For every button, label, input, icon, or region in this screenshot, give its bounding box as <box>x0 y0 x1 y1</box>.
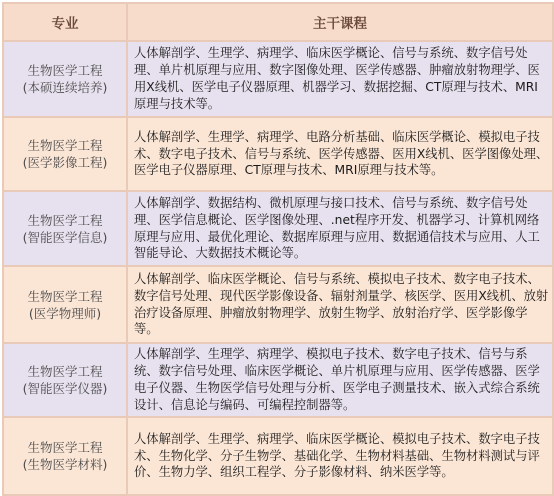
courses-cell: 人体解剖学、生理学、病理学、模拟电子技术、数字电子技术、信号与系统、数字信号处理、临床医学概论、单片机原理与应用、医学传感器、医学电子仪器、生物医学信号处理与分析、医学电子测量技术、嵌入式综合系统设计、信息论与编码、可编程控制器等。 <box>127 343 553 417</box>
major-name: 生物医学工程 <box>27 138 103 153</box>
curriculum-table <box>2 2 554 496</box>
table-row <box>3 117 553 191</box>
major-track: (医学影像工程) <box>22 155 108 170</box>
major-cell <box>3 343 127 417</box>
major-name: 生物医学工程 <box>27 364 103 379</box>
major-name: 生物医学工程 <box>27 440 103 455</box>
major-cell <box>3 117 127 191</box>
major-cell <box>3 417 127 495</box>
table-row <box>3 417 553 495</box>
courses-cell: 人体解剖学、数据结构、微机原理与接口技术、信号与系统、数字信号处理、医学信息概论、医学图像处理、.net程序开发、机器学习、计算机网络原理与应用、最优化理论、数据库原理与应用、数据通信技术与应用、人工智能导论、大数据技术概论等。 <box>127 191 553 266</box>
courses-cell: 人体解剖学、生理学、病理学、临床医学概论、模拟电子技术、数字电子技术、生物化学、分子生物学、基础化学、生物材料基础、生物材料测试与评价、生物力学、组织工程学、分子影像材料、纳米医学等。 <box>127 417 553 495</box>
table-header-row <box>3 3 553 41</box>
table-row <box>3 41 553 117</box>
major-name: 生物医学工程 <box>27 288 103 304</box>
courses-cell: 人体解剖学、生理学、病理学、临床医学概论、信号与系统、数字信号处理、单片机原理与应用、数字图像处理、医学传感器、肿瘤放射物理学、医用X线机、医学电子仪器原理、机器学习、数据挖掘、CT原理与技术、MRI原理与技术等。 <box>127 41 553 117</box>
major-name: 生物医学工程 <box>27 212 103 228</box>
table-row <box>3 343 553 417</box>
table-row <box>3 266 553 343</box>
major-name: 生物医学工程 <box>27 63 103 78</box>
major-cell <box>3 41 127 117</box>
header-courses: 主干课程 <box>127 3 553 41</box>
courses-cell: 人体解剖学、生理学、病理学、电路分析基础、临床医学概论、模拟电子技术、数字电子技术、信号与系统、医学传感器、医用X线机、医学图像处理、医学电子仪器原理、CT原理与技术、MRI原理与技术等。 <box>127 117 553 191</box>
courses-cell: 人体解剖学、临床医学概论、信号与系统、模拟电子技术、数字电子技术、数字信号处理、现代医学影像设备、辐射剂量学、核医学、医用X线机、放射治疗设备原理、肿瘤放射物理学、放射生物学、放射治疗学、医学影像学等。 <box>127 266 553 343</box>
table-row <box>3 191 553 266</box>
major-cell <box>3 191 127 266</box>
major-cell <box>3 266 127 343</box>
major-track: (智能医学信息) <box>22 229 108 245</box>
header-major: 专业 <box>3 3 127 41</box>
major-track: (生物医学材料) <box>22 457 108 472</box>
major-track: (智能医学仪器) <box>22 381 108 396</box>
major-track: (医学物理师) <box>28 305 102 321</box>
major-track: (本硕连续培养) <box>22 80 108 95</box>
